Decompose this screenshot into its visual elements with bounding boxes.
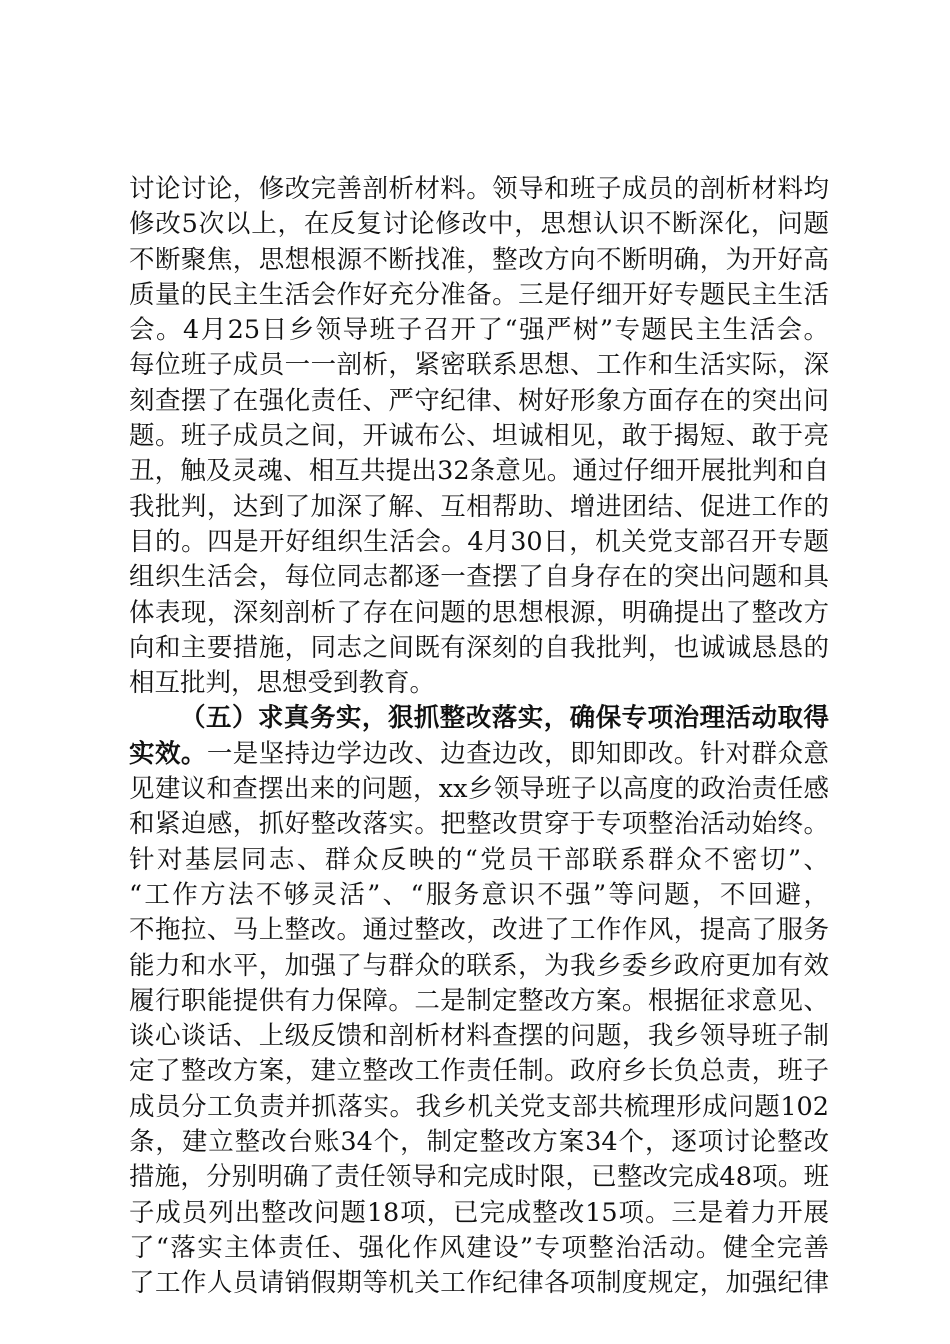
section-heading: （五）求真务实，狠抓整改落实，确保专项治理活动取得 xyxy=(180,703,829,734)
text-line: 了“落实主体责任、强化作风建设”专项整治活动。健全完善 xyxy=(129,1232,829,1263)
text-line: 了工作人员请销假期等机关工作纪律各项制度规定，加强纪律 xyxy=(129,1268,829,1299)
text-line: 履行职能提供有力保障。二是制定整改方案。根据征求意见、 xyxy=(129,985,829,1016)
text-line: 向和主要措施，同志之间既有深刻的自我批判，也诚诚恳恳的 xyxy=(129,632,829,663)
text-run: 一是坚持边学边改、边查边改，即知即改。针对群众意 xyxy=(206,738,829,769)
text-line: “工作方法不够灵活”、“服务意识不强”等问题，不回避， xyxy=(129,879,829,910)
body-text xyxy=(129,172,829,1302)
text-line: 和紧迫感，抓好整改落实。把整改贯穿于专项整治活动始终。 xyxy=(129,809,829,840)
text-line: 子成员列出整改问题18项，已完成整改15项。三是着力开展 xyxy=(129,1197,829,1228)
text-line: 成员分工负责并抓落实。我乡机关党支部共梳理形成问题102 xyxy=(129,1091,829,1122)
text-line: 丑，触及灵魂、相互共提出32条意见。通过仔细开展批判和自 xyxy=(129,456,829,487)
text-line: 见建议和查摆出来的问题，xx乡领导班子以高度的政治责任感 xyxy=(129,774,829,805)
text-line: 题。班子成员之间，开诚布公、坦诚相见，敢于揭短、敢于亮 xyxy=(129,421,829,452)
text-line: 相互批判，思想受到教育。 xyxy=(129,668,436,699)
text-line: 定了整改方案，建立整改工作责任制。政府乡长负总责，班子 xyxy=(129,1056,829,1087)
text-line: 针对基层同志、群众反映的“党员干部联系群众不密切”、 xyxy=(129,844,829,875)
text-line: 会。4月25日乡领导班子召开了“强严树”专题民主生活会。 xyxy=(129,315,829,346)
text-line: 讨论讨论，修改完善剖析材料。领导和班子成员的剖析材料均 xyxy=(129,174,829,204)
text-line: 体表现，深刻剖析了存在问题的思想根源，明确提出了整改方 xyxy=(129,597,829,628)
text-line: 不拖拉、马上整改。通过整改，改进了工作作风，提高了服务 xyxy=(129,915,829,946)
text-line: 每位班子成员一一剖析，紧密联系思想、工作和生活实际，深 xyxy=(129,350,829,381)
text-line: 修改5次以上，在反复讨论修改中，思想认识不断深化，问题 xyxy=(129,209,829,240)
text-line: 措施，分别明确了责任领导和完成时限，已整改完成48项。班 xyxy=(129,1162,829,1193)
text-line: 我批判，达到了加深了解、互相帮助、增进团结、促进工作的 xyxy=(129,491,829,522)
text-line: 质量的民主生活会作好充分准备。三是仔细开好专题民主生活 xyxy=(129,279,829,310)
text-line: 谈心谈话、上级反馈和剖析材料查摆的问题，我乡领导班子制 xyxy=(129,1021,829,1052)
text-line: 不断聚焦，思想根源不断找准，整改方向不断明确，为开好高 xyxy=(129,244,829,275)
text-line xyxy=(129,737,829,772)
text-line: 组织生活会，每位同志都逐一查摆了自身存在的突出问题和具 xyxy=(129,562,829,593)
section-heading-end: 实效。 xyxy=(129,738,207,769)
text-line: 目的。四是开好组织生活会。4月30日，机关党支部召开专题 xyxy=(129,526,829,557)
text-line: 刻查摆了在强化责任、严守纪律、树好形象方面存在的突出问 xyxy=(129,385,829,416)
text-line: 能力和水平，加强了与群众的联系，为我乡委乡政府更加有效 xyxy=(129,950,829,981)
text-line: 条，建立整改台账34个，制定整改方案34个，逐项讨论整改 xyxy=(129,1127,829,1158)
